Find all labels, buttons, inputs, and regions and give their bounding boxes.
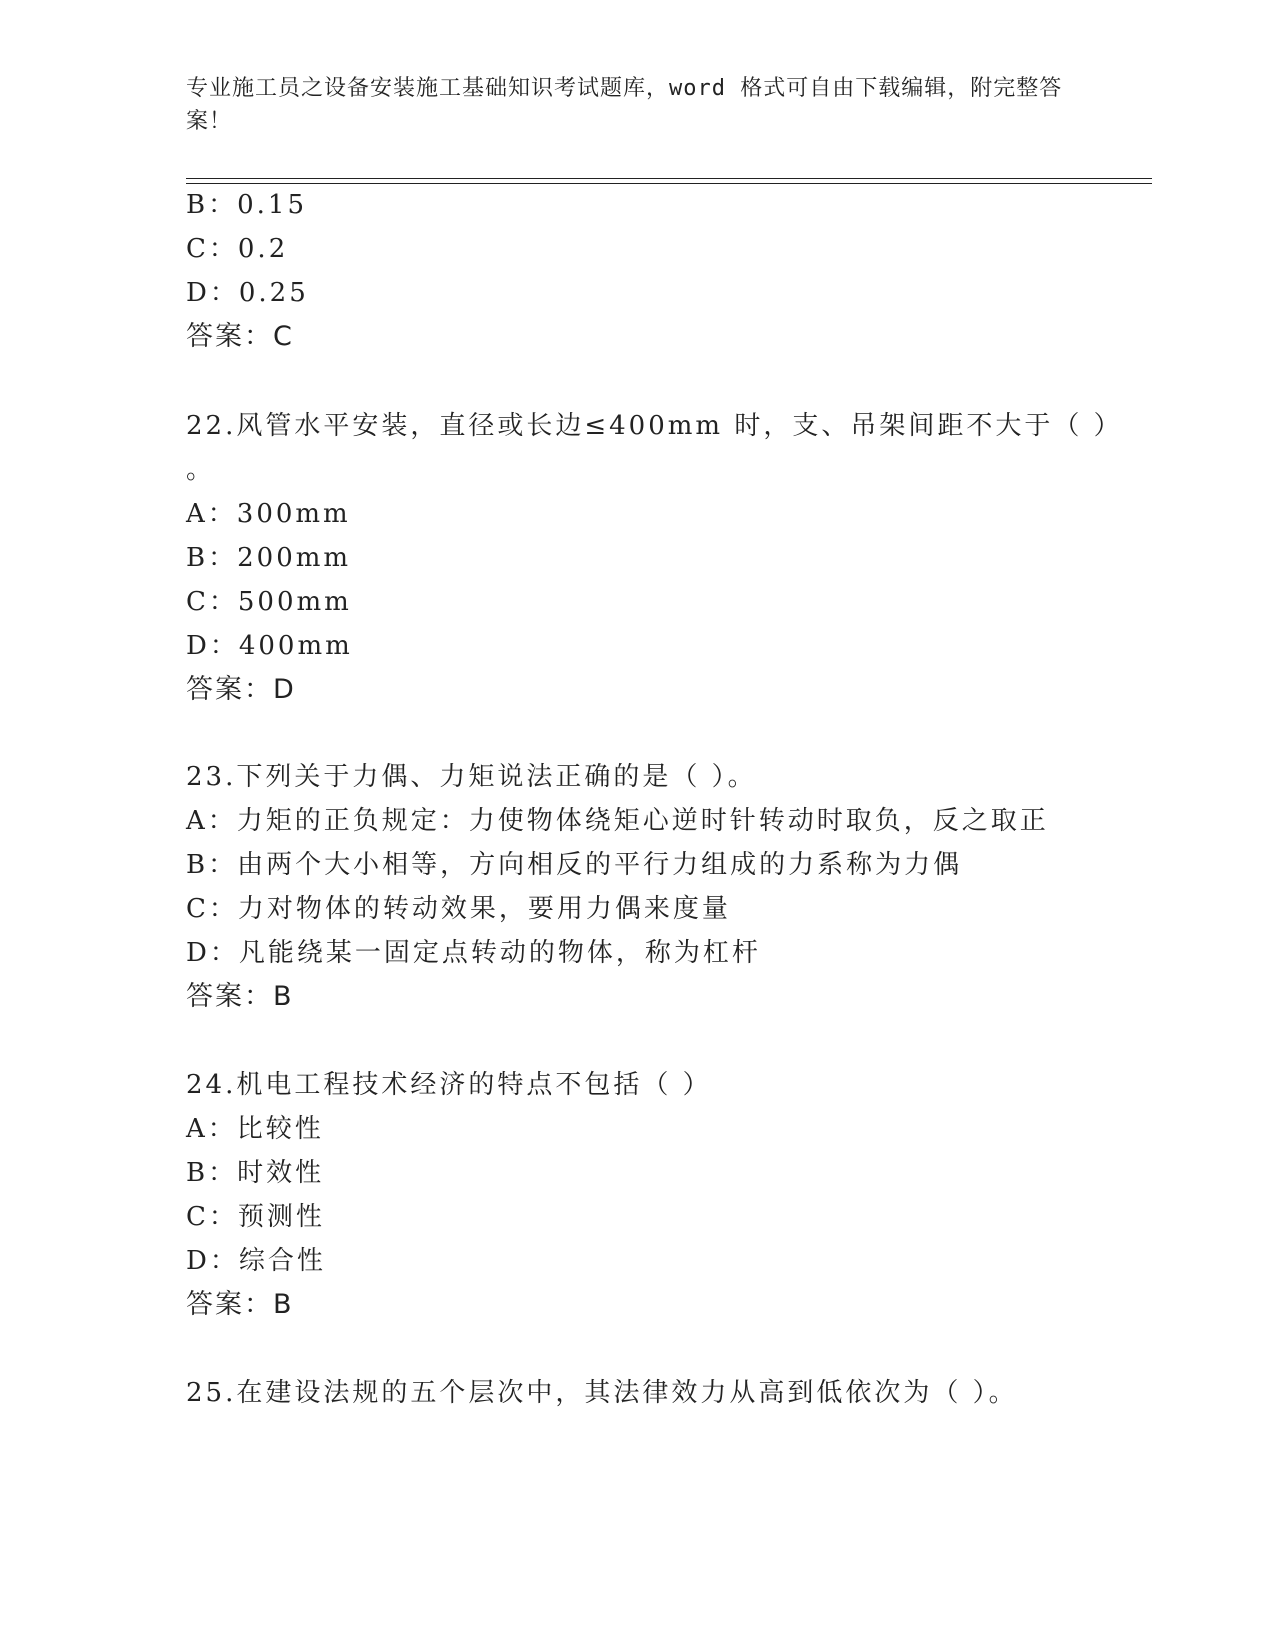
answer: 答案：B xyxy=(186,981,294,1012)
option-c: C：0.2 xyxy=(186,234,289,264)
answer: 答案：D xyxy=(186,674,296,705)
question-22-stem: 22.风管水平安装，直径或长边≤400mm 时，支、吊架间距不大于（ ） xyxy=(186,411,1123,441)
document-header: 专业施工员之设备安装施工基础知识考试题库，word 格式可自由下载编辑，附完整答案！ xyxy=(186,76,1063,134)
question-25-stem: 25.在建设法规的五个层次中，其法律效力从高到低依次为（ ）。 xyxy=(186,1378,1018,1408)
option-b: B：由两个大小相等，方向相反的平行力组成的力系称为力偶 xyxy=(186,850,963,880)
option-a: A：力矩的正负规定：力使物体绕矩心逆时针转动时取负，反之取正 xyxy=(186,806,1049,836)
option-d: D：综合性 xyxy=(186,1246,326,1276)
header-divider-top xyxy=(186,178,1152,179)
option-b: B：0.15 xyxy=(186,190,307,220)
option-c: C：力对物体的转动效果，要用力偶来度量 xyxy=(186,894,731,924)
option-c: C：500mm xyxy=(186,587,352,617)
header-divider-bottom xyxy=(186,183,1152,184)
option-a: A：300mm xyxy=(186,499,351,529)
option-a: A：比较性 xyxy=(186,1114,324,1144)
answer: 答案：B xyxy=(186,1289,294,1320)
question-22-stem-end: 。 xyxy=(186,455,216,485)
option-b: B：200mm xyxy=(186,543,352,573)
option-d: D：0.25 xyxy=(186,278,309,308)
question-24-stem: 24.机电工程技术经济的特点不包括（ ） xyxy=(186,1070,712,1100)
option-c: C：预测性 xyxy=(186,1202,325,1232)
option-d: D：凡能绕某一固定点转动的物体，称为杠杆 xyxy=(186,938,761,968)
question-23-stem: 23.下列关于力偶、力矩说法正确的是（ ）。 xyxy=(186,762,757,792)
option-b: B：时效性 xyxy=(186,1158,325,1188)
answer: 答案：C xyxy=(186,321,294,352)
option-d: D：400mm xyxy=(186,631,353,661)
